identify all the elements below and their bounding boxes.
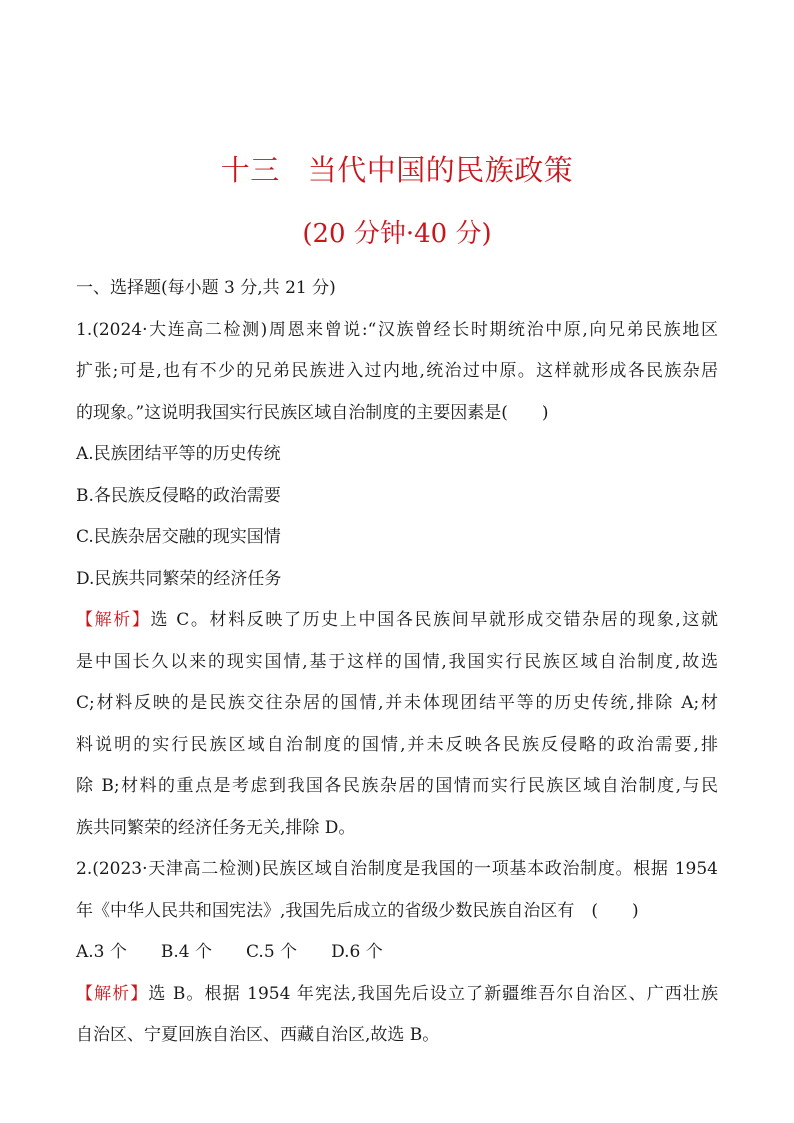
q1-stem-line: 扩张;可是,也有不少的兄弟民族进入过内地,统治过中原。这样就形成各民族杂居 (76, 361, 718, 381)
q1-analysis-line: C;材料反映的是民族交往杂居的国情,并未体现团结平等的历史传统,排除 A;材 (76, 693, 718, 713)
q2-stem-line: 年《中华人民共和国宪法》,我国先后成立的省级少数民族自治区有 ( ) (76, 900, 639, 921)
analysis-tag: 【解析】 (76, 983, 149, 1004)
q2-option-b: B.4 个 (160, 942, 213, 962)
q1-option-c: C.民族杂居交融的现实国情 (76, 527, 281, 547)
q2-option-c: C.5 个 (246, 942, 298, 962)
question-2 (76, 849, 718, 1057)
q2-analysis-line: 【解析】选 B。根据 1954 年宪法,我国先后设立了新疆维吾尔自治区、广西壮族 (76, 983, 719, 1004)
section-heading: 一、选择题(每小题 3 分,共 21 分) (76, 278, 336, 298)
q1-option-d: D.民族共同繁荣的经济任务 (76, 568, 282, 589)
q1-stem-line: 1.(2024·大连高二检测)周恩来曾说:“汉族曾经长时期统治中原,向兄弟民族地区 (76, 319, 718, 340)
q1-analysis-line: 是中国长久以来的现实国情,基于这样的国情,我国实行民族区域自治制度,故选 (76, 651, 718, 672)
title-text: 当代中国的民族政策 (307, 153, 574, 187)
q1-option-a: A.民族团结平等的历史传统 (76, 444, 281, 464)
q1-stem-line: 的现象。”这说明我国实行民族区域自治制度的主要因素是( ) (76, 402, 549, 423)
q1-analysis-line: 族共同繁荣的经济任务无关,排除 D。 (76, 817, 356, 838)
q1-analysis-line: 【解析】选 C。材料反映了历史上中国各民族间早就形成交错杂居的现象,这就 (76, 610, 718, 630)
q1-analysis-line: 除 B;材料的重点是考虑到我国各民族杂居的国情而实行民族区域自治制度,与民 (76, 776, 718, 796)
page-title (0, 150, 794, 190)
title-number: 十三 (220, 153, 280, 187)
q1-analysis-line: 料说明的实行民族区域自治制度的国情,并未反映各民族反侵略的政治需要,排 (76, 734, 718, 755)
q2-options (76, 932, 718, 974)
q2-analysis (76, 974, 718, 1057)
analysis-tag: 【解析】 (76, 610, 151, 630)
q2-option-d: D.6 个 (331, 942, 383, 962)
q2-stem-line: 2.(2023·天津高二检测)民族区域自治制度是我国的一项基本政治制度。根据 1954 (76, 859, 718, 879)
q1-analysis (76, 600, 718, 849)
time-score-subtitle: (20 分钟·40 分) (302, 219, 492, 249)
q1-option-b: B.各民族反侵略的政治需要 (76, 485, 281, 506)
q2-option-a: A.3 个 (76, 942, 127, 962)
question-1 (76, 310, 718, 850)
q2-analysis-line: 自治区、宁夏回族自治区、西藏自治区,故选 B。 (76, 1025, 440, 1045)
question-content (76, 268, 718, 1057)
